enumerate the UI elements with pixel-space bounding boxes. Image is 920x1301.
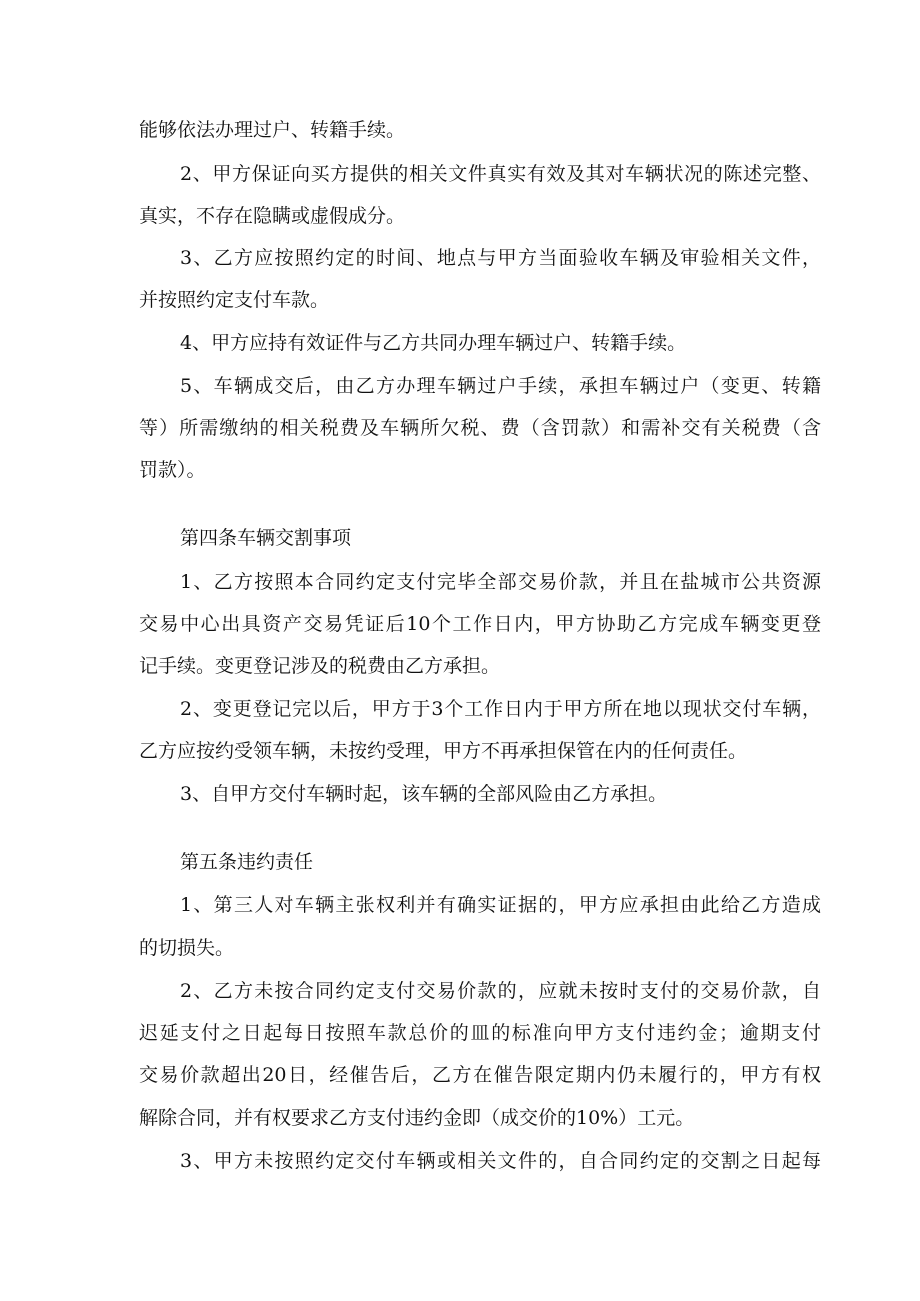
paragraph-line: 迟延支付之日起每日按照车款总价的皿的标准向甲方支付违约金；逾期支付 xyxy=(139,1022,821,1044)
paragraph-line: 能够依法办理过户、转籍手续。 xyxy=(139,119,406,141)
paragraph-line: 并按照约定支付车款。 xyxy=(139,289,330,311)
paragraph-line: 4、甲方应持有效证件与乙方共同办理车辆过户、转籍手续。 xyxy=(180,332,687,354)
paragraph-line: 3、甲方未按照约定交付车辆或相关文件的，自合同约定的交割之日起每 xyxy=(180,1150,821,1172)
paragraph-line: 乙方应按约受领车辆，未按约受理，甲方不再承担保管在内的任何责任。 xyxy=(139,740,748,762)
paragraph-line: 5、车辆成交后，由乙方办理车辆过户手续，承担车辆过户（变更、转籍 xyxy=(180,375,821,397)
section-heading: 第五条违约责任 xyxy=(180,851,314,873)
section-heading: 第四条车辆交割事项 xyxy=(180,527,352,549)
paragraph-line: 的切损失。 xyxy=(139,937,235,959)
paragraph-line: 1、第三人对车辆主张权利并有确实证据的，甲方应承担由此给乙方造成 xyxy=(180,894,821,916)
paragraph-line: 交易中心出具资产交易凭证后10个工作日内，甲方协助乙方完成车辆变更登 xyxy=(139,613,821,635)
paragraph-line: 3、乙方应按照约定的时间、地点与甲方当面验收车辆及审验相关文件， xyxy=(180,247,821,269)
paragraph-line: 2、乙方未按合同约定支付交易价款的，应就未按时支付的交易价款，自 xyxy=(180,980,821,1002)
paragraph-line: 罚款）。 xyxy=(139,459,206,481)
paragraph-line: 2、甲方保证向买方提供的相关文件真实有效及其对车辆状况的陈述完整、 xyxy=(180,163,821,185)
paragraph-line: 3、自甲方交付车辆时起，该车辆的全部风险由乙方承担。 xyxy=(180,783,668,805)
paragraph-line: 交易价款超出20日，经催告后，乙方在催告限定期内仍未履行的，甲方有权 xyxy=(139,1064,821,1086)
paragraph-line: 记手续。变更登记涉及的税费由乙方承担。 xyxy=(139,655,501,677)
paragraph-line: 1、乙方按照本合同约定支付完毕全部交易价款，并且在盐城市公共资源 xyxy=(180,571,821,593)
paragraph-line: 解除合同，并有权要求乙方支付违约金即（成交价的10%）工元。 xyxy=(139,1107,695,1129)
paragraph-line: 2、变更登记完以后，甲方于3个工作日内于甲方所在地以现状交付车辆， xyxy=(180,698,821,720)
paragraph-line: 等）所需缴纳的相关税费及车辆所欠税、费（含罚款）和需补交有关税费（含 xyxy=(139,417,821,439)
paragraph-line: 真实，不存在隐瞒或虚假成分。 xyxy=(139,205,406,227)
